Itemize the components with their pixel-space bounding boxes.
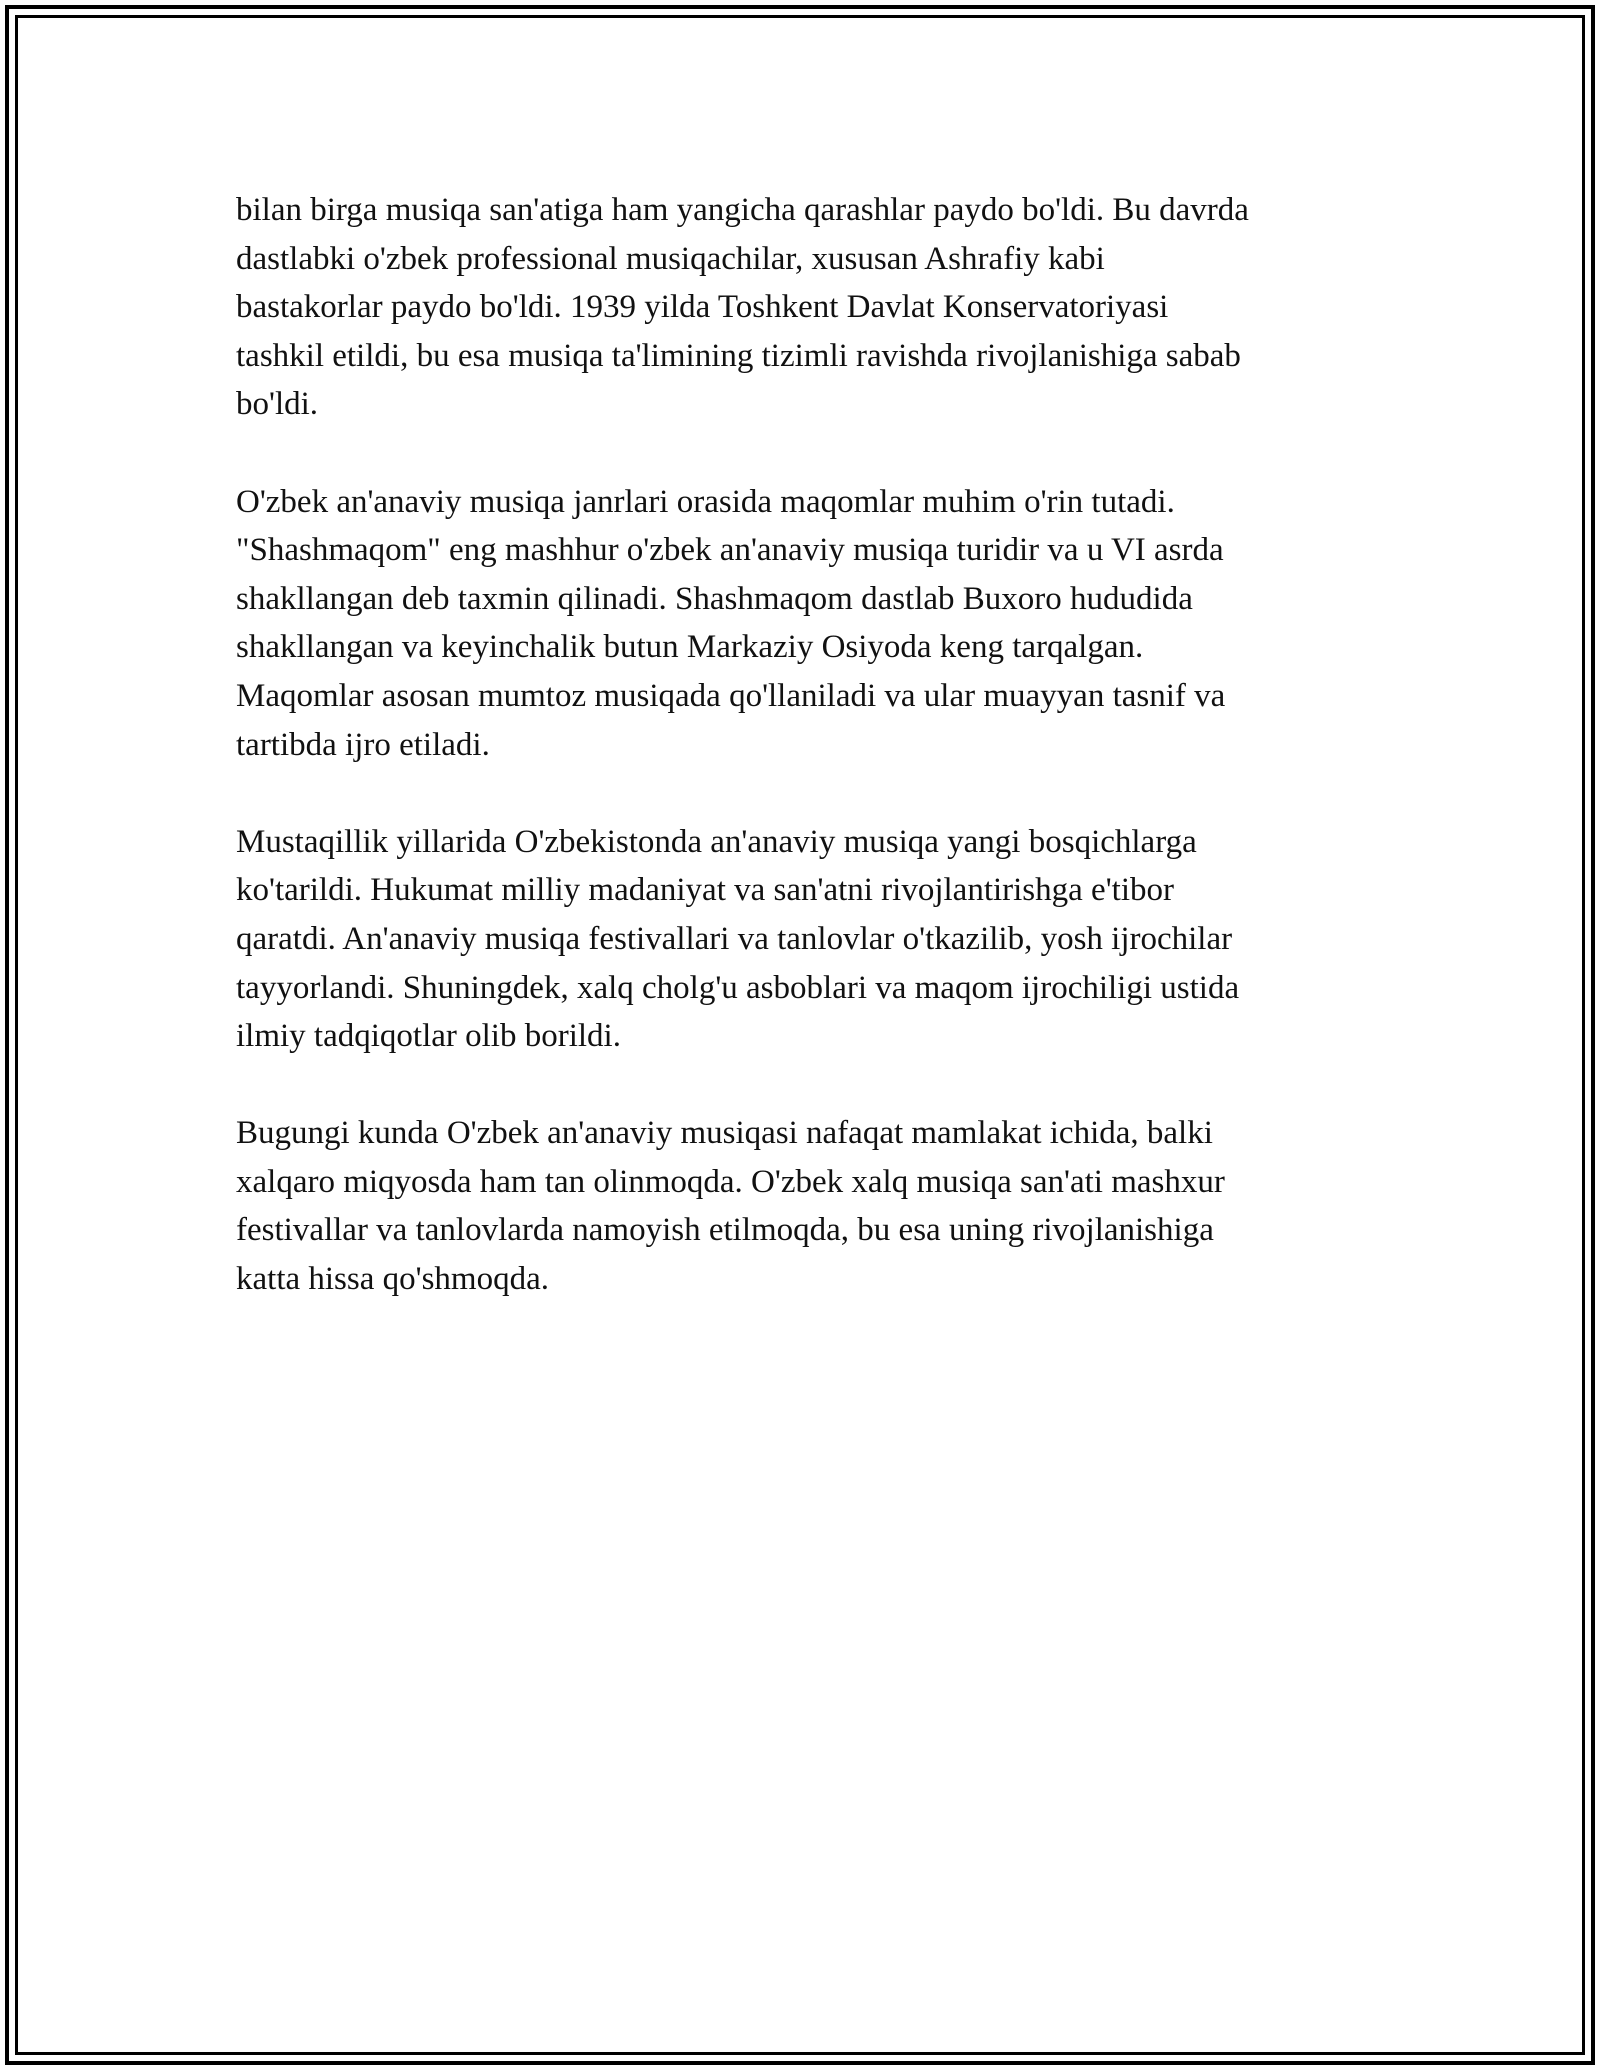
text-line: bo'ldi. xyxy=(236,386,319,423)
text-line: O'zbek an'anaviy musiqa janrlari orasida maqomlar muhim o'rin tutadi. xyxy=(236,483,1175,520)
text-line: xalqaro miqyosda ham tan olinmoqda. O'zbek xalq musiqa san'ati mashxur xyxy=(236,1163,1225,1200)
text-line: "Shashmaqom" eng mashhur o'zbek an'anaviy musiqa turidir va u VI asrda xyxy=(236,532,1224,569)
text-line: shakllangan deb taxmin qilinadi. Shashmaqom dastlab Buxoro hududida xyxy=(236,580,1193,617)
paragraph-1 xyxy=(236,186,1376,429)
text-line: Bugungi kunda O'zbek an'anaviy musiqasi nafaqat mamlakat ichida, balki xyxy=(236,1115,1213,1152)
text-line: Maqomlar asosan mumtoz musiqada qo'llaniladi va ular muayyan tasnif va xyxy=(236,677,1226,714)
paragraph-4 xyxy=(236,1109,1376,1303)
text-line: festivallar va tanlovlarda namoyish etilmoqda, bu esa uning rivojlanishiga xyxy=(236,1212,1214,1249)
text-line: Mustaqillik yillarida O'zbekistonda an'anaviy musiqa yangi bosqichlarga xyxy=(236,823,1197,860)
text-line: tayyorlandi. Shuningdek, xalq cholg'u asboblari va maqom ijrochiligi ustida xyxy=(236,969,1240,1006)
text-line: shakllangan va keyinchalik butun Markaziy Osiyoda keng tarqalgan. xyxy=(236,629,1144,666)
text-line: tartibda ijro etiladi. xyxy=(236,726,490,763)
paragraph-2 xyxy=(236,478,1376,770)
text-line: bilan birga musiqa san'atiga ham yangicha qarashlar paydo bo'ldi. Bu davrda xyxy=(236,192,1249,228)
text-line: ilmiy tadqiqotlar olib borildi. xyxy=(236,1018,621,1055)
text-line: katta hissa qo'shmoqda. xyxy=(236,1261,549,1298)
text-line: qaratdi. An'anaviy musiqa festivallari va tanlovlar o'tkazilib, yosh ijrochilar xyxy=(236,920,1233,957)
text-line: tashkil etildi, bu esa musiqa ta'limining tizimli ravishda rivojlanishiga sabab xyxy=(236,337,1241,374)
text-line: bastakorlar paydo bo'ldi. 1939 yilda Toshkent Davlat Konservatoriyasi xyxy=(236,289,1169,326)
document-body xyxy=(236,186,1376,1352)
paragraph-3 xyxy=(236,818,1376,1061)
text-line: dastlabki o'zbek professional musiqachilar, xususan Ashrafiy kabi xyxy=(236,240,1105,277)
text-line: ko'tarildi. Hukumat milliy madaniyat va san'atni rivojlantirishga e'tibor xyxy=(236,872,1174,909)
